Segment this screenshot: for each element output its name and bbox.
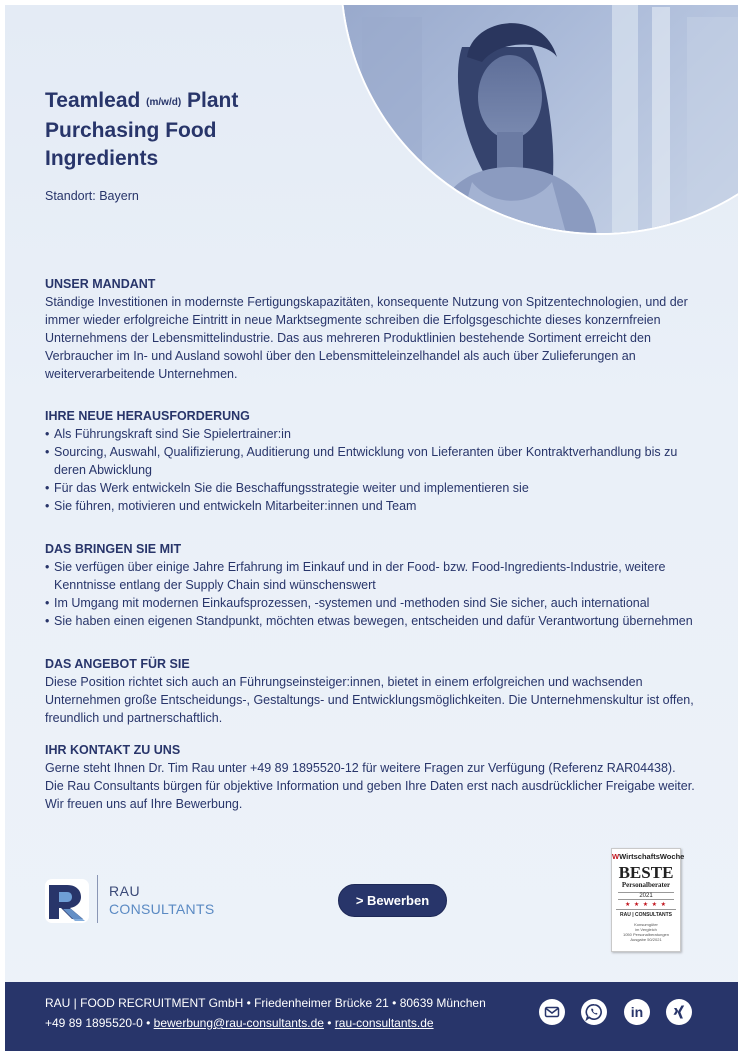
section-heading: IHR KONTAKT ZU UNS — [45, 743, 181, 757]
mail-icon[interactable] — [539, 999, 565, 1025]
badge-publisher — [612, 852, 685, 861]
whatsapp-glyph-icon — [585, 1003, 603, 1021]
xing-glyph-icon — [671, 1004, 687, 1020]
badge-detail-line: 1050 Personalberatungen — [622, 932, 670, 937]
logo-divider — [97, 875, 98, 923]
rau-logo-mark-icon — [45, 879, 89, 923]
job-title-gender: (m/w/d) — [146, 97, 182, 108]
envelope-icon — [544, 1004, 560, 1020]
whatsapp-icon[interactable] — [581, 999, 607, 1025]
logo-text-consultants: CONSULTANTS — [109, 901, 215, 917]
linkedin-glyph-icon: in — [630, 1004, 644, 1020]
job-title-line2: Purchasing Food — [45, 119, 217, 142]
job-title — [45, 87, 345, 173]
section-profile — [45, 540, 695, 630]
job-title-part2: Plant — [187, 89, 239, 112]
xing-icon[interactable] — [666, 999, 692, 1025]
section-heading: DAS ANGEBOT FÜR SIE — [45, 657, 190, 671]
badge-stars: ★ ★ ★ ★ ★ — [625, 902, 667, 908]
badge-detail-line: Konsumgüter — [634, 922, 658, 927]
section-text: Ständige Investitionen in modernste Fertigungskapazitäten, konsequente Nutzung von Spitzentechnologien, und der immer wieder erfolgreiche Eintritt in neue Marktsegmente schreiben die Erfolgsgeschichte dieses konzernfreien Unternehmens der Lebensmittelindustrie. Das aus mehreren Produktlinien bestehende Sortiment erreicht den Verbraucher im In- und Ausland sowohl über den Lebensmitteleinzelhandel als auch über Zulieferungen an weiterverarbeitende Unternehmen. — [45, 295, 688, 381]
challenge-list — [45, 425, 695, 515]
section-mandant — [45, 275, 695, 383]
profile-list — [45, 558, 695, 630]
badge-title: BESTE — [618, 863, 674, 882]
job-header — [45, 87, 345, 203]
section-heading: DAS BRINGEN SIE MIT — [45, 542, 182, 556]
badge-company: RAU | CONSULTANTS — [616, 909, 676, 918]
badge-detail-line: im Vergleich — [635, 927, 657, 932]
job-location: Standort: Bayern — [45, 189, 139, 203]
footer-contact — [45, 1016, 434, 1030]
badge-year: 2021 — [618, 892, 674, 900]
footer-phone: +49 89 1895520-0 • — [45, 1016, 154, 1030]
list-item: • Sie führen, motivieren und entwickeln Mitarbeiter:innen und Team — [45, 497, 695, 515]
badge-subtitle: Personalberater — [621, 881, 671, 889]
section-contact — [45, 741, 695, 813]
section-text: Gerne steht Ihnen Dr. Tim Rau unter +49 89 1895520-12 für weitere Fragen zur Verfügung (Referenz RAR04438). Die Rau Consultants bürgen für objektive Information und geben Ihre Daten erst nach ausdrücklicher Freigabe weiter. Wir freuen uns auf Ihre Bewerbung. — [45, 761, 695, 811]
section-challenge — [45, 407, 695, 515]
list-item: • Sourcing, Auswahl, Qualifizierung, Auditierung und Entwicklung von Lieferanten über Kontraktverhandlung bis zu deren Abwicklung — [45, 443, 695, 479]
section-heading: IHRE NEUE HERAUSFORDERUNG — [45, 409, 250, 423]
section-text: Diese Position richtet sich auch an Führungseinsteiger:innen, bietet in einem erfolgreichen und wachsenden Unternehmen große Entscheidungs-, Gestaltungs- und Entwicklungsmöglichkeiten. Die Unternehmenskultur ist offen, freundlich und partnerschaftlich. — [45, 675, 694, 725]
footer-website-link[interactable]: rau-consultants.de — [334, 1016, 434, 1030]
list-item: • Für das Werk entwickeln Sie die Beschaffungsstrategie weiter und implementieren sie — [45, 479, 695, 497]
job-title-part1: Teamlead — [45, 89, 141, 112]
badge-detail-line: Ausgabe 50/2021 — [630, 937, 662, 942]
badge-details — [612, 922, 680, 942]
rau-consultants-logo[interactable] — [45, 871, 245, 931]
section-offer — [45, 655, 695, 727]
header-photo — [340, 5, 738, 235]
badge-publisher-mark: W — [612, 852, 620, 861]
footer-separator: • — [323, 1016, 335, 1030]
job-content — [45, 275, 695, 830]
logo-text-rau: RAU — [109, 883, 141, 899]
footer-address: RAU | FOOD RECRUITMENT GmbH • Friedenheimer Brücke 21 • 80639 München — [45, 996, 486, 1010]
list-item: • Sie haben einen eigenen Standpunkt, möchten etwas bewegen, entscheiden und dafür Verantwortung übernehmen — [45, 612, 695, 630]
list-item: • Sie verfügen über einige Jahre Erfahrung im Einkauf und in der Food- bzw. Food-Ingredients-Industrie, weitere Kenntnisse entlang der Supply Chain sind wünschenswert — [45, 558, 695, 594]
woman-portrait-illustration — [342, 5, 738, 235]
linkedin-icon[interactable] — [624, 999, 650, 1025]
footer — [5, 982, 738, 1051]
apply-button[interactable]: > Bewerben — [338, 884, 447, 917]
section-heading: UNSER MANDANT — [45, 277, 156, 291]
job-title-line3: Ingredients — [45, 147, 159, 170]
list-item: • Im Umgang mit modernen Einkaufsprozessen, -systemen und -methoden sind Sie sicher, auch international — [45, 594, 695, 612]
wirtschaftswoche-award-badge — [611, 848, 685, 952]
badge-publisher-name: WirtschaftsWoche — [619, 852, 685, 861]
footer-email-link[interactable]: bewerbung@rau-consultants.de — [153, 1016, 324, 1030]
list-item: • Als Führungskraft sind Sie Spielertrainer:in — [45, 425, 695, 443]
job-posting-page — [5, 5, 738, 1051]
